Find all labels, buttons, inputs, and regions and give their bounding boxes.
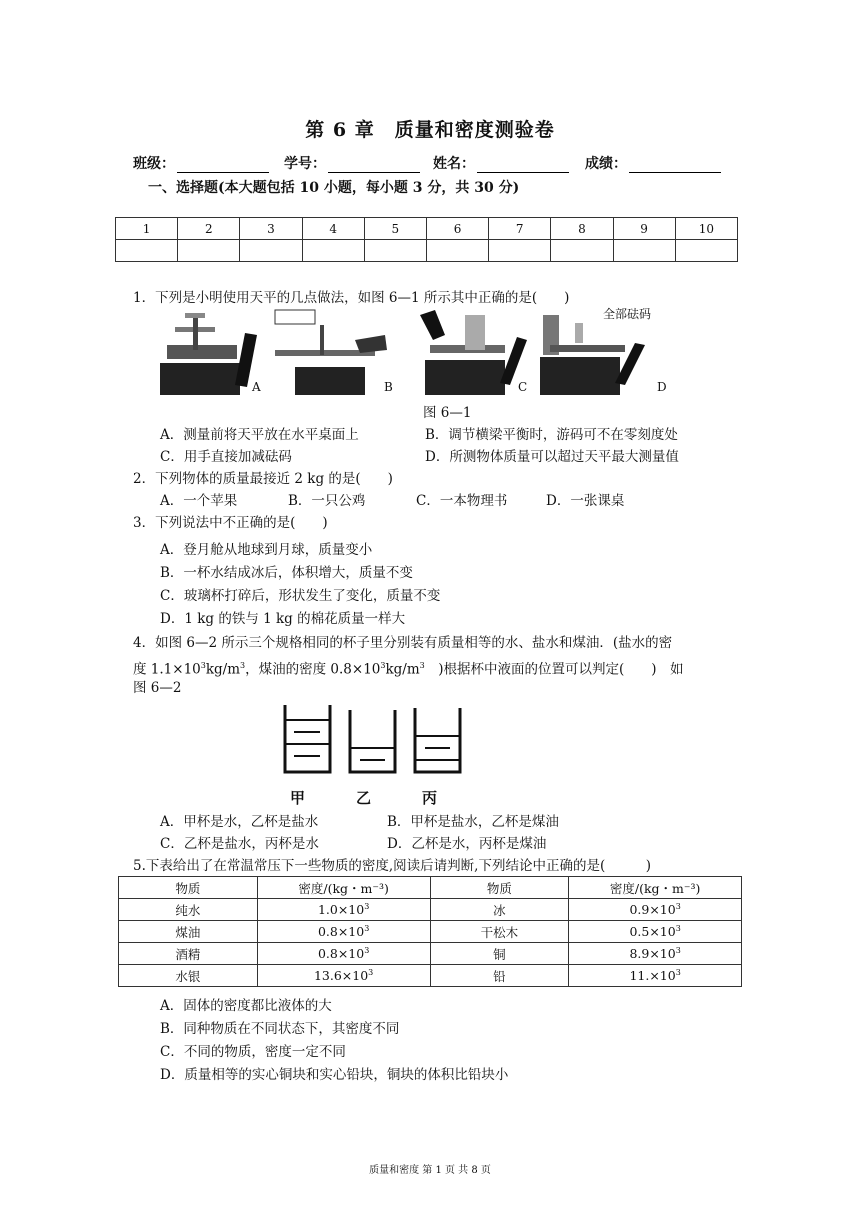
answer-table: [115, 217, 738, 262]
q1-option-c[interactable]: C．用手直接加减砝码: [160, 449, 292, 465]
name-field: 姓名：: [433, 153, 569, 173]
q2-option-d[interactable]: D．一张课桌: [546, 493, 625, 509]
q5-option-a[interactable]: A．固体的密度都比液体的大: [160, 998, 332, 1014]
answer-header: 6: [426, 218, 488, 240]
section-heading: 一、选择题(本大题包括 10 小题，每小题 3 分，共 30 分): [148, 180, 520, 196]
answer-cell[interactable]: [489, 240, 551, 262]
table-cell: $11.\times 10^3$: [569, 965, 742, 987]
table-cell: 酒精: [119, 943, 258, 965]
table-cell: $0.8\times 10^3$: [257, 921, 430, 943]
answer-cell[interactable]: [364, 240, 426, 262]
score-field: 成绩：: [585, 153, 721, 173]
table-cell: 冰: [430, 899, 569, 921]
q1-option-b[interactable]: B．调节横梁平衡时，游码可不在零刻度处: [425, 427, 678, 443]
class-blank[interactable]: [177, 158, 269, 173]
answer-header: 4: [302, 218, 364, 240]
balance-b-image: [275, 310, 387, 395]
table-cell: $0.5\times 10^3$: [569, 921, 742, 943]
answer-header: 8: [551, 218, 613, 240]
figure-label-c: C: [518, 380, 528, 394]
number-blank[interactable]: [328, 158, 420, 173]
q3-option-b[interactable]: B．一杯水结成冰后，体积增大，质量不变: [160, 565, 413, 581]
page-footer: 质量和密度 第 1 页 共 8 页: [369, 1165, 491, 1176]
figure-label-a: A: [252, 380, 261, 394]
q5-option-d[interactable]: D．质量相等的实心铜块和实心铅块，铜块的体积比铅块小: [160, 1067, 509, 1083]
table-cell: $8.9\times 10^3$: [569, 943, 742, 965]
balance-d-image: [540, 315, 645, 395]
density-header: 密度/(kg・m⁻³): [569, 877, 742, 899]
answer-cell[interactable]: [240, 240, 302, 262]
q5-option-b[interactable]: B．同种物质在不同状态下，其密度不同: [160, 1021, 400, 1037]
question-4-line3: 图 6—2: [133, 680, 182, 696]
figure-caption: 图 6—1: [423, 405, 472, 421]
q5-option-c[interactable]: C．不同的物质，密度一定不同: [160, 1044, 346, 1060]
table-cell: 干松木: [430, 921, 569, 943]
table-row: [119, 965, 742, 987]
table-cell: 铜: [430, 943, 569, 965]
table-cell: 纯水: [119, 899, 258, 921]
table-cell: 煤油: [119, 921, 258, 943]
density-header: 物质: [119, 877, 258, 899]
answer-header: 9: [613, 218, 675, 240]
answer-cell[interactable]: [675, 240, 737, 262]
q1-option-d[interactable]: D．所测物体质量可以超过天平最大测量值: [425, 449, 679, 465]
answer-cell[interactable]: [178, 240, 240, 262]
table-cell: 铅: [430, 965, 569, 987]
table-cell: 水银: [119, 965, 258, 987]
q3-option-c[interactable]: C．玻璃杯打碎后，形状发生了变化，质量不变: [160, 588, 441, 604]
figure-label-d: D: [657, 380, 667, 394]
q4-option-d[interactable]: D．乙杯是水，丙杯是煤油: [387, 836, 547, 852]
q2-option-b[interactable]: B．一只公鸡: [288, 493, 366, 509]
score-blank[interactable]: [629, 158, 721, 173]
table-row: [119, 943, 742, 965]
cups-figure: [280, 700, 480, 780]
q4-option-b[interactable]: B．甲杯是盐水，乙杯是煤油: [387, 814, 559, 830]
table-cell: $13.6\times 10^3$: [257, 965, 430, 987]
class-field: 班级：: [133, 153, 269, 173]
q4-option-c[interactable]: C．乙杯是盐水，丙杯是水: [160, 836, 319, 852]
question-1: 1．下列是小明使用天平的几点做法，如图 6—1 所示其中正确的是( ): [133, 290, 570, 306]
name-blank[interactable]: [477, 158, 569, 173]
answer-cell[interactable]: [302, 240, 364, 262]
cup-label-jia: 甲: [290, 789, 306, 807]
table-cell: $0.9\times 10^3$: [569, 899, 742, 921]
question-4-line1: 4．如图 6—2 所示三个规格相同的杯子里分别装有质量相等的水、盐水和煤油．(盐水的密: [133, 635, 673, 651]
cup-label-yi: 乙: [356, 789, 372, 807]
q3-option-a[interactable]: A．登月舱从地球到月球，质量变小: [160, 542, 373, 558]
answer-cell[interactable]: [551, 240, 613, 262]
answer-header: 1: [116, 218, 178, 240]
density-header: 物质: [430, 877, 569, 899]
figure-note: 全部砝码: [603, 307, 652, 321]
question-5: 5.下表给出了在常温常压下一些物质的密度,阅读后请判断,下列结论中正确的是( ): [133, 858, 651, 874]
table-row: [119, 899, 742, 921]
figure-label-b: B: [384, 380, 393, 394]
q3-option-d[interactable]: D．1 kg 的铁与 1 kg 的棉花质量一样大: [160, 611, 406, 627]
density-header: 密度/(kg・m⁻³): [257, 877, 430, 899]
answer-header: 3: [240, 218, 302, 240]
answer-cell[interactable]: [116, 240, 178, 262]
q2-option-a[interactable]: A．一个苹果: [160, 493, 238, 509]
q1-option-a[interactable]: A．测量前将天平放在水平桌面上: [160, 427, 359, 443]
table-row: [119, 921, 742, 943]
question-4-line2: 度 $1.1\times 10^3kg/m^3$，煤油的密度 $0.8\times 10^3kg/m^3$ )根据杯中液面的位置可以判定( ) 如: [133, 661, 684, 678]
answer-header: 5: [364, 218, 426, 240]
question-2: 2．下列物体的质量最接近 2 kg 的是( ): [133, 471, 393, 487]
answer-cell[interactable]: [426, 240, 488, 262]
table-cell: $0.8\times 10^3$: [257, 943, 430, 965]
answer-cell[interactable]: [613, 240, 675, 262]
q4-option-a[interactable]: A．甲杯是水，乙杯是盐水: [160, 814, 319, 830]
density-table: [118, 876, 742, 987]
answer-header: 7: [489, 218, 551, 240]
balance-a-image: [160, 313, 257, 395]
balance-c-image: [420, 310, 527, 395]
q2-option-c[interactable]: C．一本物理书: [416, 493, 508, 509]
answer-header: 10: [675, 218, 737, 240]
question-3: 3．下列说法中不正确的是( ): [133, 515, 328, 531]
number-field: 学号：: [284, 153, 420, 173]
cup-label-bing: 丙: [422, 789, 438, 807]
table-cell: $1.0\times 10^3$: [257, 899, 430, 921]
answer-header: 2: [178, 218, 240, 240]
page-title: 第 6 章 质量和密度测验卷: [305, 119, 555, 141]
